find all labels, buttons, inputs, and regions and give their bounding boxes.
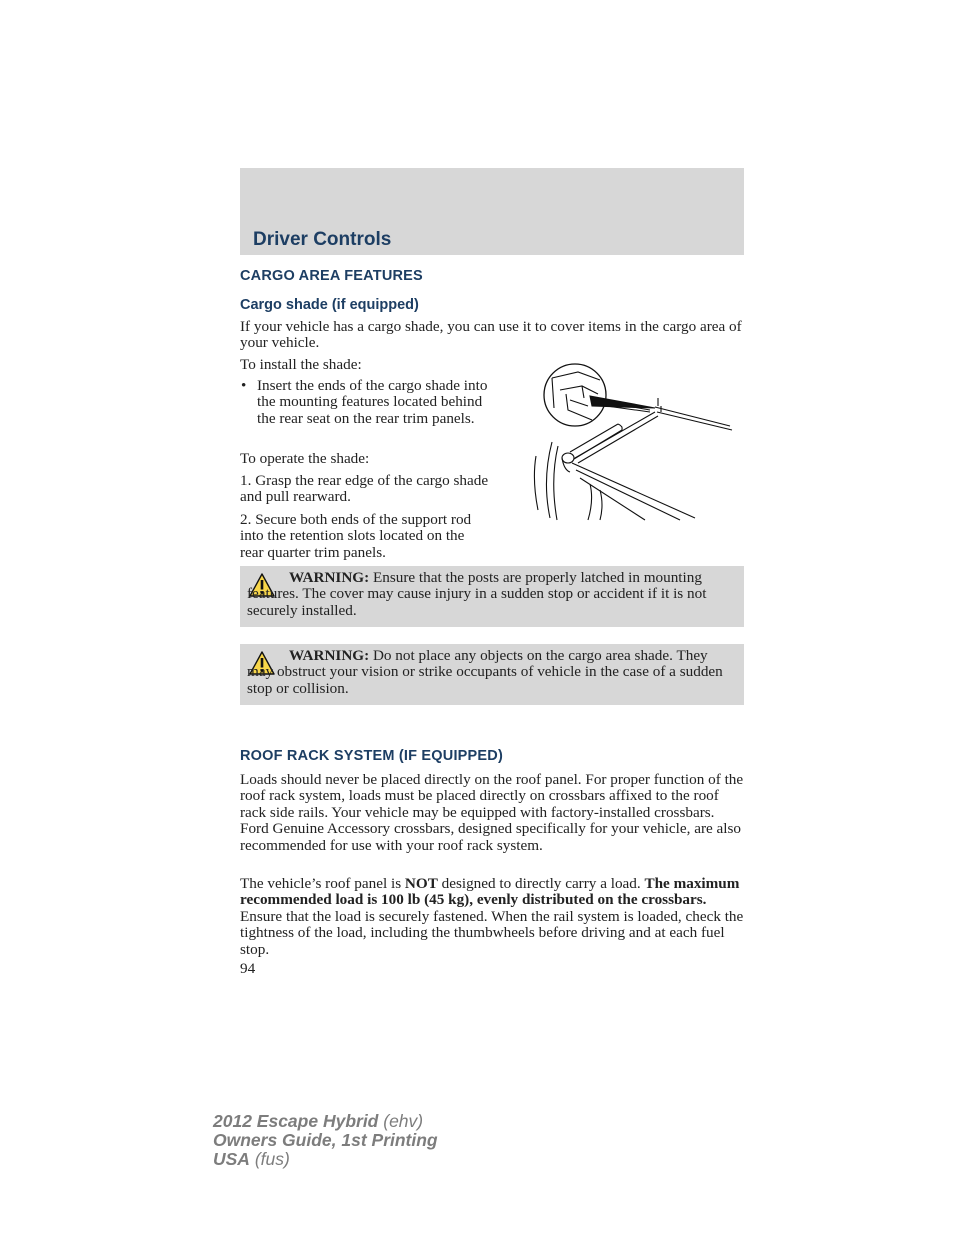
footer-edition <box>213 1112 438 1169</box>
footer-market: USA <box>213 1149 250 1169</box>
operate-step-1: 1. Grasp the rear edge of the cargo shade and pull rearward. <box>240 472 489 506</box>
warning-text-1 <box>247 570 734 619</box>
para2-not: NOT <box>404 875 438 892</box>
para2-max-load: The maximum recommended load is 100 lb (45 kg), evenly distributed on the crossbars. <box>240 875 740 909</box>
para2-part-c: designed to directly carry a load. <box>437 875 645 892</box>
footer-market-code: (fus) <box>249 1149 290 1169</box>
cargo-intro: If your vehicle has a cargo shade, you can use it to cover items in the cargo area of your vehicle. <box>240 318 742 352</box>
footer-line-2: Owners Guide, 1st Printing <box>213 1130 438 1150</box>
install-lead: To install the shade: <box>240 356 362 373</box>
operate-lead: To operate the shade: <box>240 450 370 467</box>
para2-part-e: Ensure that the load is securely fastened. When the rail system is loaded, check the tightness of the load, including the thumbwheels before driving and at each fuel stop. <box>240 907 744 958</box>
section-header-bar <box>240 168 744 255</box>
cargo-shade-illustration <box>530 360 740 525</box>
roof-rack-paragraph-2 <box>240 876 744 958</box>
cargo-shade-subheading: Cargo shade (if equipped) <box>240 297 419 313</box>
warning-label: WARNING: <box>289 647 370 664</box>
warning-box-2 <box>240 644 744 705</box>
footer-line-1 <box>213 1112 438 1131</box>
operate-step-2: 2. Secure both ends of the support rod into the retention slots located on the rear quarter trim panels. <box>240 511 472 561</box>
warning-body: Ensure that the posts are properly latched in mounting features. The cover may cause injury in a sudden stop or accident if it is not securely installed. <box>247 569 707 619</box>
warning-box-1 <box>240 566 744 627</box>
footer-line-3 <box>213 1150 438 1169</box>
roof-rack-paragraph-1: Loads should never be placed directly on the roof panel. For proper function of the roof rack system, loads must be placed directly on crossbars affixed to the roof rack side rails. Your vehicle may be equipped with factory-installed crossbars. Ford Genuine Accessory crossbars, designed specifically for your vehicle, are also recommended for use with your roof rack system. <box>240 771 744 854</box>
install-bullet-text: Insert the ends of the cargo shade into the mounting features located behind the rear seat on the rear trim panels. <box>257 377 488 427</box>
roof-rack-heading: ROOF RACK SYSTEM (IF EQUIPPED) <box>240 748 503 764</box>
bullet-dot: • <box>241 377 247 394</box>
cargo-heading: CARGO AREA FEATURES <box>240 268 423 284</box>
warning-body: Do not place any objects on the cargo area shade. They may obstruct your vision or strike occupants of vehicle in the case of a sudden stop or collision. <box>247 647 723 697</box>
footer-model: 2012 Escape Hybrid <box>213 1111 379 1131</box>
footer-model-code: (ehv) <box>378 1111 424 1131</box>
page-number: 94 <box>240 960 256 977</box>
para2-part-a: The vehicle’s roof panel is <box>240 875 405 892</box>
warning-text-2 <box>247 648 734 697</box>
warning-label: WARNING: <box>289 569 370 586</box>
section-title: Driver Controls <box>253 229 392 250</box>
